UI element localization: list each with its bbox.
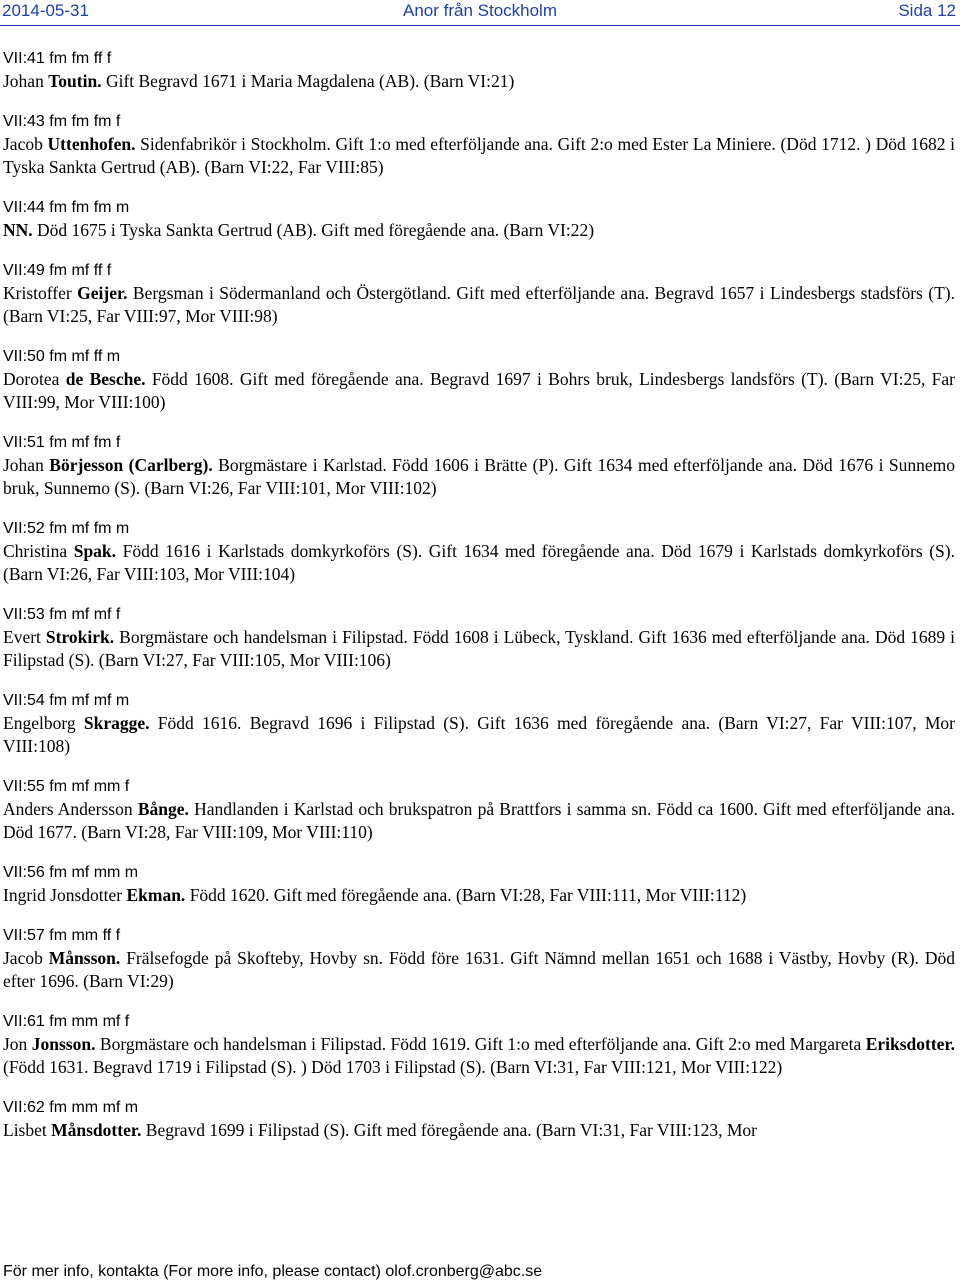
entry-text bbox=[3, 133, 955, 179]
ancestor-entry bbox=[3, 604, 955, 672]
ancestor-entry bbox=[3, 1097, 955, 1142]
entry-surname: de Besche. bbox=[65, 369, 146, 389]
entry-surname: Börjesson (Carlberg). bbox=[49, 455, 213, 475]
entry-details: Borgmästare och handelsman i Filipstad. Född 1619. Gift 1:o med efterföljande ana. Gift 2:o med Margareta bbox=[95, 1034, 866, 1054]
header-rule bbox=[0, 25, 960, 26]
entry-code: VII:56 fm mf mm m bbox=[3, 864, 139, 881]
entry-code: VII:49 fm mf ff f bbox=[3, 262, 112, 279]
ancestor-entry bbox=[3, 48, 955, 93]
ancestor-entry bbox=[3, 260, 955, 328]
entry-given-name: Jon bbox=[3, 1034, 32, 1054]
entry-details: Bergsman i Södermanland och Östergötland. Gift med efterföljande ana. Begravd 1657 i Lindesbergs stadsförs (T). (Barn VI:25, Far VIII:97, Mor VIII:98) bbox=[3, 283, 955, 326]
ancestor-entry bbox=[3, 111, 955, 179]
ancestor-entry bbox=[3, 690, 955, 758]
entry-details: Borgmästare och handelsman i Filipstad. Född 1608 i Lübeck, Tyskland. Gift 1636 med efterföljande ana. Död 1689 i Filipstad (S). (Barn VI:27, Far VIII:105, Mor VIII:106) bbox=[3, 627, 955, 670]
entry-given-name: Jacob bbox=[3, 948, 49, 968]
entry-details: Begravd 1699 i Filipstad (S). Gift med föregående ana. (Barn VI:31, Far VIII:123, Mor bbox=[141, 1120, 758, 1140]
entry-text bbox=[3, 70, 955, 93]
header-title: Anor från Stockholm bbox=[402, 1, 557, 20]
entry-text bbox=[3, 1033, 955, 1079]
entry-surname: Skragge. bbox=[83, 713, 150, 733]
ancestor-entry bbox=[3, 1011, 955, 1079]
entry-code: VII:44 fm fm fm m bbox=[3, 199, 130, 216]
entry-text bbox=[3, 282, 955, 328]
entry-code: VII:52 fm mf fm m bbox=[3, 520, 130, 537]
entry-text bbox=[3, 1119, 955, 1142]
entry-details: Född 1620. Gift med föregående ana. (Barn VI:28, Far VIII:111, Mor VIII:112) bbox=[185, 885, 747, 905]
entry-code: VII:62 fm mm mf m bbox=[3, 1099, 139, 1116]
ancestor-entry bbox=[3, 432, 955, 500]
entry-details: Född 1616. Begravd 1696 i Filipstad (S). Gift 1636 med föregående ana. (Barn VI:27, Far VIII:107, Mor VIII:108) bbox=[3, 713, 955, 756]
entry-given-name: Anders Andersson bbox=[3, 799, 138, 819]
ancestor-entry bbox=[3, 776, 955, 844]
entry-surname: Månsson. bbox=[48, 948, 121, 968]
entry-text bbox=[3, 884, 955, 907]
ancestor-entry bbox=[3, 925, 955, 993]
entry-given-name: Dorotea bbox=[3, 369, 66, 389]
entry-text bbox=[3, 626, 955, 672]
entry-given-name: Johan bbox=[3, 455, 50, 475]
entry-text bbox=[3, 947, 955, 993]
entry-surname: Månsdotter. bbox=[51, 1120, 142, 1140]
entry-text bbox=[3, 798, 955, 844]
entry-code: VII:55 fm mf mm f bbox=[3, 778, 130, 795]
entry-details-continued: (Född 1631. Begravd 1719 i Filipstad (S). ) Död 1703 i Filipstad (S). (Barn VI:31, Far VIII:121, Mor VIII:122) bbox=[3, 1057, 783, 1077]
entry-details: Frälsefogde på Skofteby, Hovby sn. Född före 1631. Gift Nämnd mellan 1651 och 1688 i Västby, Hovby (R). Död efter 1696. (Barn VI:29) bbox=[3, 948, 955, 991]
ancestor-entries bbox=[3, 48, 955, 1160]
page-footer: För mer info, kontakta (For more info, please contact) olof.cronberg@abc.se bbox=[3, 1263, 543, 1280]
entry-code: VII:53 fm mf mf f bbox=[3, 606, 121, 623]
entry-surname: Strokirk. bbox=[45, 627, 115, 647]
entry-given-name: Lisbet bbox=[3, 1120, 52, 1140]
entry-details: Handlanden i Karlstad och brukspatron på Brattfors i samma sn. Född ca 1600. Gift med efterföljande ana. Död 1677. (Barn VI:28, Far VIII:109, Mor VIII:110) bbox=[3, 799, 955, 842]
entry-surname: Geijer. bbox=[77, 283, 128, 303]
ancestor-entry bbox=[3, 346, 955, 414]
entry-code: VII:51 fm mf fm f bbox=[3, 434, 121, 451]
entry-details: Gift Begravd 1671 i Maria Magdalena (AB). (Barn VI:21) bbox=[101, 71, 515, 91]
entry-text bbox=[3, 219, 955, 242]
entry-given-name: Engelborg bbox=[3, 713, 84, 733]
entry-surname: Uttenhofen. bbox=[47, 134, 136, 154]
entry-surname: Ekman. bbox=[126, 885, 186, 905]
entry-spouse-surname: Eriksdotter. bbox=[865, 1034, 955, 1054]
entry-surname: Spak. bbox=[73, 541, 117, 561]
entry-text bbox=[3, 540, 955, 586]
entry-given-name: Jacob bbox=[3, 134, 48, 154]
ancestor-entry bbox=[3, 862, 955, 907]
entry-given-name: Johan bbox=[3, 71, 49, 91]
ancestor-entry bbox=[3, 197, 955, 242]
entry-surname: Bånge. bbox=[137, 799, 189, 819]
entry-code: VII:54 fm mf mf m bbox=[3, 692, 130, 709]
entry-given-name: Evert bbox=[3, 627, 46, 647]
entry-code: VII:50 fm mf ff m bbox=[3, 348, 121, 365]
entry-code: VII:41 fm fm ff f bbox=[3, 50, 112, 67]
entry-surname: NN. bbox=[3, 220, 33, 240]
header-page-number: Sida 12 bbox=[898, 1, 956, 20]
entry-text bbox=[3, 712, 955, 758]
entry-code: VII:57 fm mm ff f bbox=[3, 927, 121, 944]
header-date: 2014-05-31 bbox=[2, 1, 89, 20]
entry-surname: Toutin. bbox=[48, 71, 102, 91]
entry-code: VII:43 fm fm fm f bbox=[3, 113, 121, 130]
entry-details: Borgmästare i Karlstad. Född 1606 i Brätte (P). Gift 1634 med efterföljande ana. Död 1676 i Sunnemo bruk, Sunnemo (S). (Barn VI:26, Far VIII:101, Mor VIII:102) bbox=[3, 455, 956, 498]
entry-given-name: Christina bbox=[3, 541, 74, 561]
entry-given-name: Ingrid Jonsdotter bbox=[3, 885, 127, 905]
entry-given-name: Kristoffer bbox=[3, 283, 78, 303]
entry-text bbox=[3, 454, 955, 500]
entry-details: Född 1608. Gift med föregående ana. Begravd 1697 i Bohrs bruk, Lindesbergs landsförs (T). (Barn VI:25, Far VIII:99, Mor VIII:100) bbox=[3, 369, 955, 412]
ancestor-entry bbox=[3, 518, 955, 586]
entry-details: Död 1675 i Tyska Sankta Gertrud (AB). Gift med föregående ana. (Barn VI:22) bbox=[32, 220, 595, 240]
entry-text bbox=[3, 368, 955, 414]
entry-code: VII:61 fm mm mf f bbox=[3, 1013, 130, 1030]
entry-details: Sidenfabrikör i Stockholm. Gift 1:o med efterföljande ana. Gift 2:o med Ester La Miniere. (Död 1712. ) Död 1682 i Tyska Sankta Gertrud (AB). (Barn VI:22, Far VIII:85) bbox=[3, 134, 956, 177]
entry-details: Född 1616 i Karlstads domkyrkoförs (S). Gift 1634 med föregående ana. Död 1679 i Karlstads domkyrkoförs (S). (Barn VI:26, Far VIII:103, Mor VIII:104) bbox=[3, 541, 955, 584]
entry-surname: Jonsson. bbox=[31, 1034, 96, 1054]
page-header bbox=[0, 0, 960, 24]
